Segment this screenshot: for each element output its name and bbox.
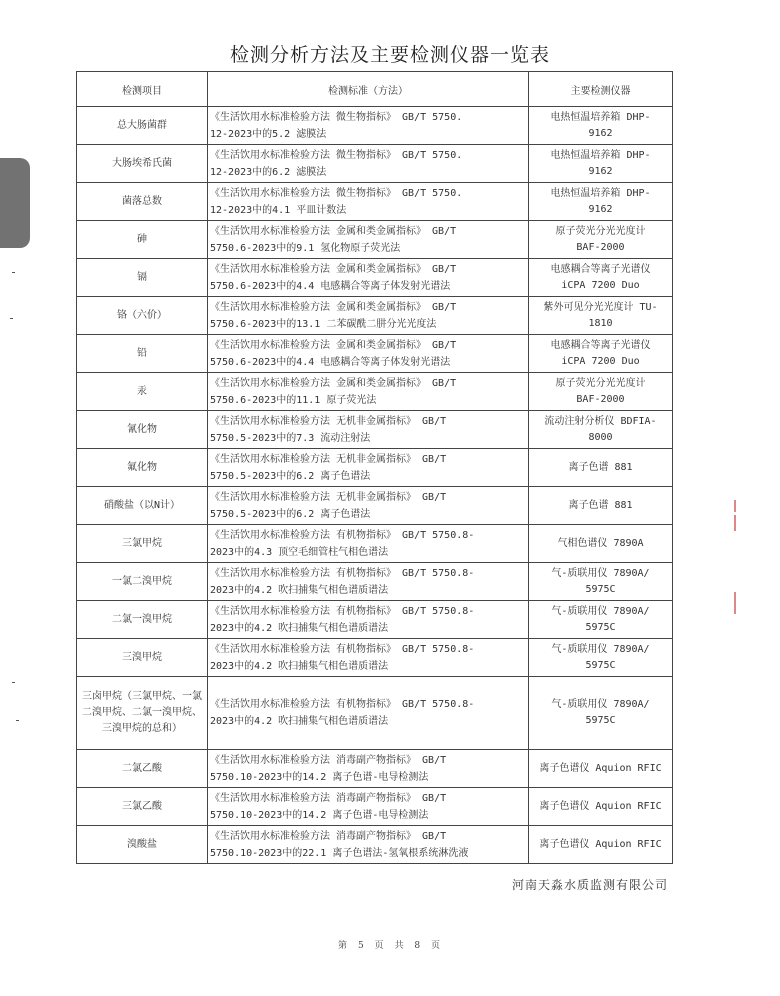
- test-standard: 《生活饮用水标准检验方法 有机物指标》 GB/T 5750.8- 2023中的4.2 吹扫捕集气相色谱质谱法: [208, 677, 529, 750]
- test-item: 硝酸盐（以N计）: [77, 487, 208, 525]
- test-instrument: 紫外可见分光光度计 TU- 1810: [529, 297, 673, 335]
- page-total: 8: [414, 941, 423, 951]
- test-instrument: 原子荧光分光光度计 BAF-2000: [529, 373, 673, 411]
- scan-speck: [12, 682, 15, 683]
- test-standard: 《生活饮用水标准检验方法 无机非金属指标》 GB/T 5750.5-2023中的6.2 离子色谱法: [208, 487, 529, 525]
- test-item: 铬（六价）: [77, 297, 208, 335]
- test-item: 汞: [77, 373, 208, 411]
- table-row: [77, 183, 673, 221]
- test-item: 一氯二溴甲烷: [77, 563, 208, 601]
- test-standard: 《生活饮用水标准检验方法 消毒副产物指标》 GB/T 5750.10-2023中的22.1 离子色谱法-氢氧根系统淋洗液: [208, 826, 529, 864]
- test-standard: 《生活饮用水标准检验方法 消毒副产物指标》 GB/T 5750.10-2023中的14.2 离子色谱-电导检测法: [208, 788, 529, 826]
- test-item: 大肠埃希氏菌: [77, 145, 208, 183]
- total-label-prefix: 共: [394, 941, 406, 951]
- test-standard: 《生活饮用水标准检验方法 有机物指标》 GB/T 5750.8- 2023中的4.2 吹扫捕集气相色谱质谱法: [208, 563, 529, 601]
- test-instrument: 离子色谱仪 Aquion RFIC: [529, 750, 673, 788]
- test-instrument: 电热恒温培养箱 DHP- 9162: [529, 145, 673, 183]
- test-standard: 《生活饮用水标准检验方法 金属和类金属指标》 GB/T 5750.6-2023中的11.1 原子荧光法: [208, 373, 529, 411]
- test-standard: 《生活饮用水标准检验方法 无机非金属指标》 GB/T 5750.5-2023中的7.3 流动注射法: [208, 411, 529, 449]
- test-item: 砷: [77, 221, 208, 259]
- table-row: [77, 826, 673, 864]
- page-edge-tab: [0, 158, 30, 248]
- test-item: 溴酸盐: [77, 826, 208, 864]
- test-instrument: 离子色谱 881: [529, 487, 673, 525]
- page-label-prefix: 第: [338, 941, 350, 951]
- table-row: [77, 335, 673, 373]
- page-footer: [0, 938, 780, 951]
- table-row: [77, 373, 673, 411]
- test-instrument: 流动注射分析仪 BDFIA- 8000: [529, 411, 673, 449]
- test-instrument: 气-质联用仪 7890A/ 5975C: [529, 639, 673, 677]
- test-item: 铅: [77, 335, 208, 373]
- table-row: [77, 221, 673, 259]
- test-item: 三卤甲烷（三氯甲烷、一氯二溴甲烷、二氯一溴甲烷、三溴甲烷的总和）: [77, 677, 208, 750]
- table-row: [77, 411, 673, 449]
- test-standard: 《生活饮用水标准检验方法 金属和类金属指标》 GB/T 5750.6-2023中的4.4 电感耦合等离子体发射光谱法: [208, 259, 529, 297]
- test-instrument: 气相色谱仪 7890A: [529, 525, 673, 563]
- red-pen-mark: [734, 592, 736, 614]
- test-item: 氰化物: [77, 411, 208, 449]
- scan-speck: [10, 318, 13, 319]
- test-instrument: 电热恒温培养箱 DHP- 9162: [529, 107, 673, 145]
- test-item: 菌落总数: [77, 183, 208, 221]
- page-current: 5: [357, 941, 366, 951]
- page-label-mid: 页: [374, 941, 386, 951]
- test-instrument: 气-质联用仪 7890A/ 5975C: [529, 563, 673, 601]
- scan-speck: [12, 272, 15, 273]
- table-row: [77, 563, 673, 601]
- test-instrument: 气-质联用仪 7890A/ 5975C: [529, 677, 673, 750]
- methods-instruments-table: [76, 71, 673, 864]
- test-standard: 《生活饮用水标准检验方法 微生物指标》 GB/T 5750. 12-2023中的6.2 滤膜法: [208, 145, 529, 183]
- test-instrument: 电热恒温培养箱 DHP- 9162: [529, 183, 673, 221]
- test-standard: 《生活饮用水标准检验方法 金属和类金属指标》 GB/T 5750.6-2023中的13.1 二苯碳酰二肼分光光度法: [208, 297, 529, 335]
- table-row: [77, 297, 673, 335]
- total-label-suffix: 页: [430, 941, 442, 951]
- test-instrument: 原子荧光分光光度计 BAF-2000: [529, 221, 673, 259]
- header-instrument: 主要检测仪器: [529, 72, 673, 107]
- red-pen-mark: [734, 500, 736, 512]
- test-item: 氟化物: [77, 449, 208, 487]
- test-standard: 《生活饮用水标准检验方法 消毒副产物指标》 GB/T 5750.10-2023中的14.2 离子色谱-电导检测法: [208, 750, 529, 788]
- test-standard: 《生活饮用水标准检验方法 无机非金属指标》 GB/T 5750.5-2023中的6.2 离子色谱法: [208, 449, 529, 487]
- table-row: [77, 677, 673, 750]
- test-standard: 《生活饮用水标准检验方法 微生物指标》 GB/T 5750. 12-2023中的5.2 滤膜法: [208, 107, 529, 145]
- table-row: [77, 487, 673, 525]
- red-pen-mark: [734, 515, 736, 531]
- table-row: [77, 107, 673, 145]
- table-row: [77, 639, 673, 677]
- table-row: [77, 145, 673, 183]
- test-standard: 《生活饮用水标准检验方法 金属和类金属指标》 GB/T 5750.6-2023中的4.4 电感耦合等离子体发射光谱法: [208, 335, 529, 373]
- test-instrument: 离子色谱 881: [529, 449, 673, 487]
- test-instrument: 离子色谱仪 Aquion RFIC: [529, 826, 673, 864]
- scan-speck: [16, 720, 19, 721]
- test-item: 镉: [77, 259, 208, 297]
- table-row: [77, 750, 673, 788]
- company-name: 河南天淼水质监测有限公司: [511, 878, 668, 892]
- test-instrument: 电感耦合等离子光谱仪 iCPA 7200 Duo: [529, 335, 673, 373]
- test-item: 三氯乙酸: [77, 788, 208, 826]
- test-standard: 《生活饮用水标准检验方法 有机物指标》 GB/T 5750.8- 2023中的4.3 顶空毛细管柱气相色谱法: [208, 525, 529, 563]
- test-standard: 《生活饮用水标准检验方法 有机物指标》 GB/T 5750.8- 2023中的4.2 吹扫捕集气相色谱质谱法: [208, 601, 529, 639]
- header-test-item: 检测项目: [77, 72, 208, 107]
- test-instrument: 离子色谱仪 Aquion RFIC: [529, 788, 673, 826]
- table-row: [77, 788, 673, 826]
- test-item: 三氯甲烷: [77, 525, 208, 563]
- table-row: [77, 449, 673, 487]
- table-header-row: [77, 72, 673, 107]
- table-row: [77, 259, 673, 297]
- header-test-standard: 检测标准（方法）: [208, 72, 529, 107]
- test-instrument: 电感耦合等离子光谱仪 iCPA 7200 Duo: [529, 259, 673, 297]
- test-standard: 《生活饮用水标准检验方法 微生物指标》 GB/T 5750. 12-2023中的4.1 平皿计数法: [208, 183, 529, 221]
- test-item: 三溴甲烷: [77, 639, 208, 677]
- test-item: 总大肠菌群: [77, 107, 208, 145]
- test-instrument: 气-质联用仪 7890A/ 5975C: [529, 601, 673, 639]
- document-title: 检测分析方法及主要检测仪器一览表: [229, 44, 550, 66]
- test-standard: 《生活饮用水标准检验方法 有机物指标》 GB/T 5750.8- 2023中的4.2 吹扫捕集气相色谱质谱法: [208, 639, 529, 677]
- test-item: 二氯乙酸: [77, 750, 208, 788]
- table-row: [77, 601, 673, 639]
- test-item: 二氯一溴甲烷: [77, 601, 208, 639]
- table-row: [77, 525, 673, 563]
- test-standard: 《生活饮用水标准检验方法 金属和类金属指标》 GB/T 5750.6-2023中的9.1 氢化物原子荧光法: [208, 221, 529, 259]
